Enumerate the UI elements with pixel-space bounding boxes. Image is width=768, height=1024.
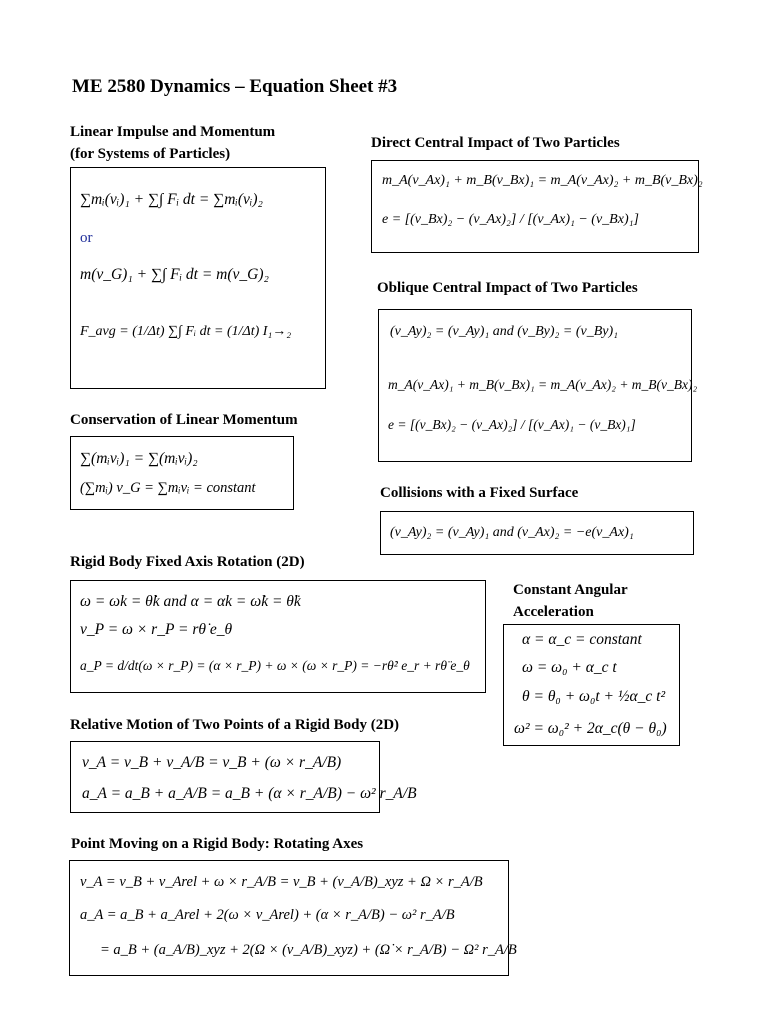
fixed-axis-eq-3: a_P = d/dt(ω × r_P) = (α × r_P) + ω × (ω × r_P) = −rθ̇² e_r + rθ̈ e_θ [80,658,470,673]
impulse-heading [70,121,275,165]
impulse-or: or [80,230,93,246]
oblique-impact-heading: Oblique Central Impact of Two Particles [377,280,638,296]
conservation-eq-2: (∑mᵢ) v_G = ∑mᵢvᵢ = constant [80,480,256,496]
fixed-surface-eq-1: (v_Ay)₂ = (v_Ay)₁ and (v_Ax)₂ = −e(v_Ax)₁ [390,525,634,540]
angular-accel-heading-line1: Constant Angular [513,582,628,598]
fixed-axis-eq-2: v_P = ω × r_P = rθ̇ e_θ [80,621,233,638]
fixed-axis-eq-1: ω = ωk = θ̇k and α = αk = ω̇k = θ̈k [80,593,301,610]
impulse-eq-3: F_avg = (1/Δt) ∑∫ Fᵢ dt = (1/Δt) I₁→₂ [80,324,292,339]
fixed-surface-heading: Collisions with a Fixed Surface [380,485,579,501]
direct-impact-eq-2: e = [(v_Bx)₂ − (v_Ax)₂] / [(v_Ax)₁ − (v_Bx)₁] [382,212,639,227]
relative-motion-heading: Relative Motion of Two Points of a Rigid Body (2D) [70,717,400,733]
impulse-eq-2: m(v_G)₁ + ∑∫ Fᵢ dt = m(v_G)₂ [80,266,269,283]
direct-impact-eq-1: m_A(v_Ax)₁ + m_B(v_Bx)₁ = m_A(v_Ax)₂ + m_B(v_Bx)₂ [382,173,703,188]
page-title: ME 2580 Dynamics – Equation Sheet #3 [72,76,398,97]
rotating-axes-eq-3: = a_B + (a_A/B)_xyz + 2(Ω × (v_A/B)_xyz) + (Ω̇ × r_A/B) − Ω² r_A/B [100,942,517,958]
angular-accel-eq-4: ω² = ω₀² + 2α_c(θ − θ₀) [514,720,667,737]
relative-motion-eq-1: v_A = v_B + v_A/B = v_B + (ω × r_A/B) [82,754,342,771]
impulse-eq-1: ∑mᵢ(vᵢ)₁ + ∑∫ Fᵢ dt = ∑mᵢ(vᵢ)₂ [80,191,263,208]
angular-accel-eq-1: α = α_c = constant [522,631,642,648]
oblique-impact-eq-2: m_A(v_Ax)₁ + m_B(v_Bx)₁ = m_A(v_Ax)₂ + m_B(v_Bx)₂ [388,377,698,392]
relative-motion-eq-2: a_A = a_B + a_A/B = a_B + (α × r_A/B) − ω² r_A/B [82,785,417,802]
oblique-impact-eq-3: e = [(v_Bx)₂ − (v_Ax)₂] / [(v_Ax)₁ − (v_Bx)₁] [388,417,636,432]
conservation-eq-1: ∑(mᵢvᵢ)₁ = ∑(mᵢvᵢ)₂ [80,450,198,467]
direct-impact-heading: Direct Central Impact of Two Particles [371,135,620,151]
angular-accel-heading-line2: Acceleration [513,604,594,620]
angular-accel-eq-3: θ = θ₀ + ω₀t + ½α_c t² [522,688,666,705]
impulse-heading-line1: Linear Impulse and Momentum [70,124,276,140]
oblique-impact-eq-1: (v_Ay)₂ = (v_Ay)₁ and (v_By)₂ = (v_By)₁ [390,324,619,339]
conservation-box [70,436,294,510]
angular-accel-eq-2: ω = ω₀ + α_c t [522,659,617,676]
impulse-heading-line2: (for Systems of Particles) [70,146,231,162]
rotating-axes-heading: Point Moving on a Rigid Body: Rotating Axes [71,836,364,852]
rotating-axes-eq-1: v_A = v_B + v_Arel + ω × r_A/B = v_B + (v_A/B)_xyz + Ω × r_A/B [80,874,483,890]
conservation-heading: Conservation of Linear Momentum [70,412,298,428]
angular-accel-heading [513,579,628,623]
rotating-axes-eq-2: a_A = a_B + a_Arel + 2(ω × v_Arel) + (α × r_A/B) − ω² r_A/B [80,907,455,923]
fixed-axis-heading: Rigid Body Fixed Axis Rotation (2D) [70,554,305,570]
